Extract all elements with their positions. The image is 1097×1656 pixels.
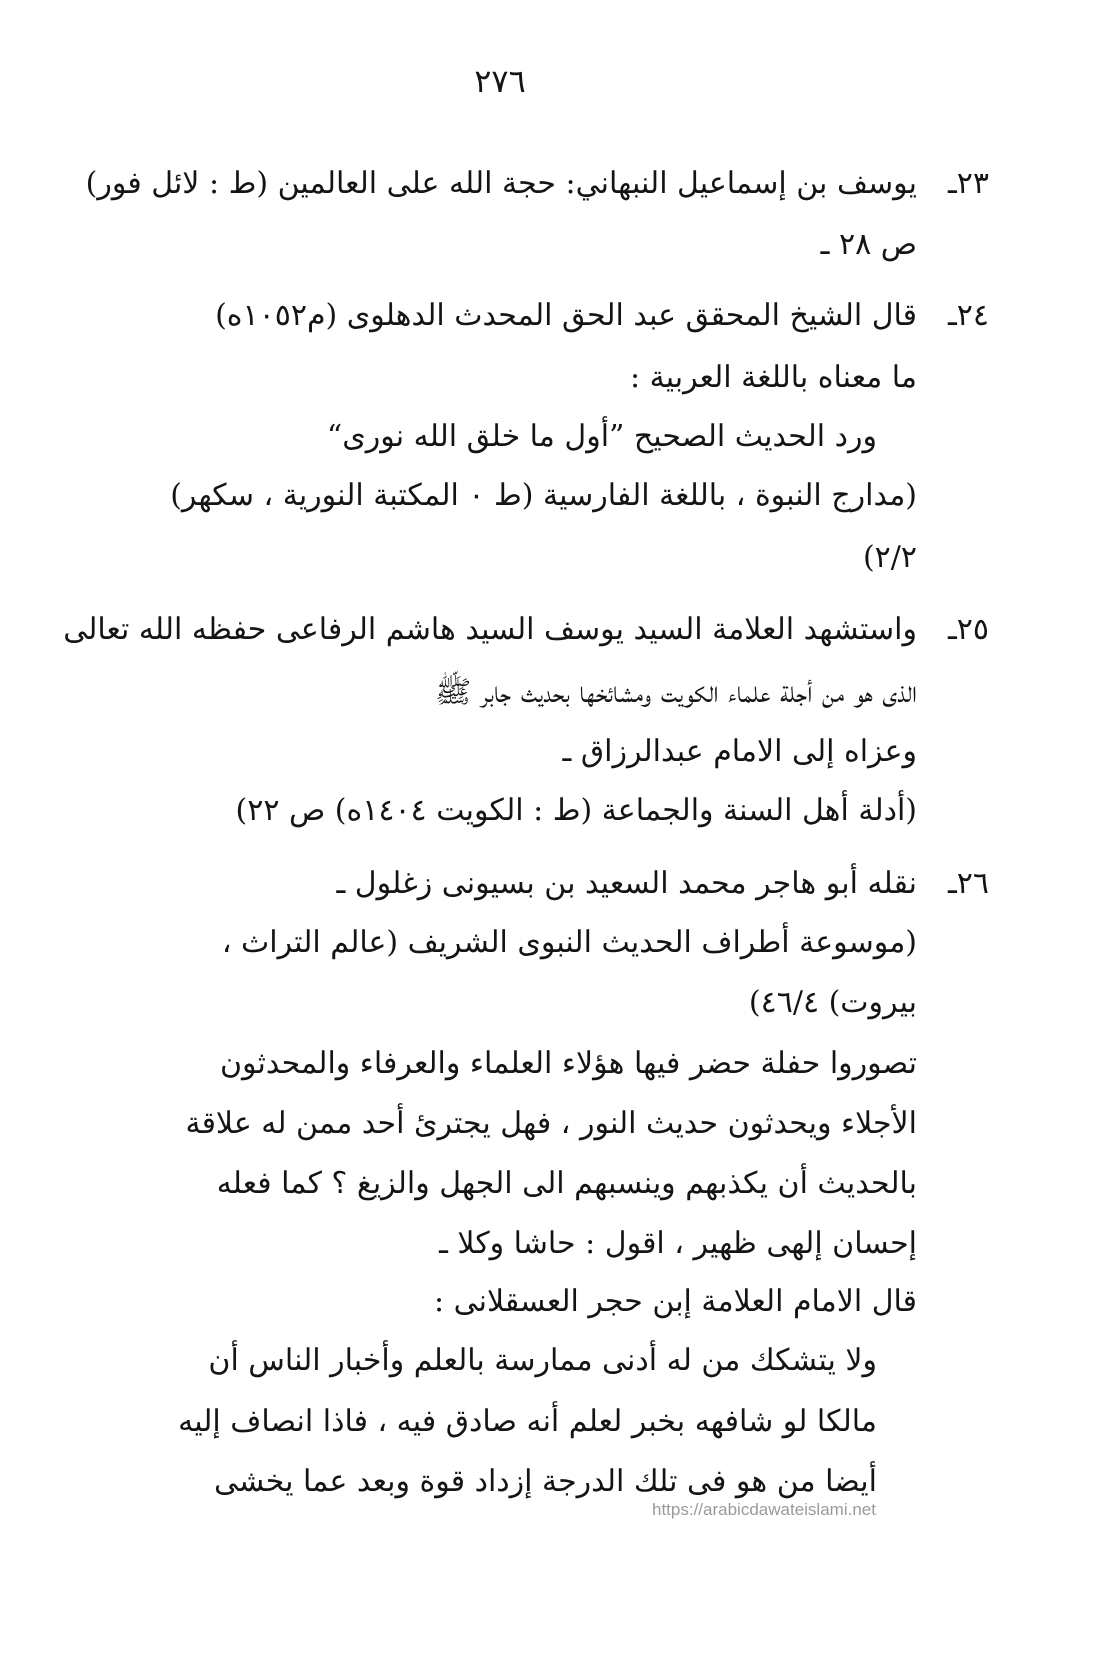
entry-line: يوسف بن إسماعيل النبهاني: حجة الله على العالمين (ط : لائل فور) <box>85 166 917 201</box>
quote-line: أيضا من هو فى تلك الدرجة إزداد قوة وبعد عما يخشى <box>213 1464 877 1499</box>
body-line: تصوروا حفلة حضر فيها هؤلاء العلماء والعرفاء والمحدثون <box>219 1046 917 1081</box>
entry-line: ما معناه باللغة العربية : <box>629 360 917 395</box>
page-number: ٢٧٦ <box>474 62 526 100</box>
entry-line: (أدلة أهل السنة والجماعة (ط : الكويت ١٤٠٤ه) ص ٢٢) <box>235 793 917 828</box>
entry-line: نقله أبو هاجر محمد السعيد بن بسيونى زغلول ـ <box>336 866 917 901</box>
entry-line: ٢/٢) <box>862 540 917 575</box>
entry-number: ٢٣ـ <box>947 166 989 201</box>
entry-number: ٢٦ـ <box>947 866 989 901</box>
entry-line: وعزاه إلى الامام عبدالرزاق ـ <box>562 734 917 769</box>
entry-line: بيروت) ٤٦/٤) <box>748 985 917 1020</box>
hadith-quote: ورد الحديث الصحيح ”أول ما خلق الله نورى“ <box>326 419 877 454</box>
body-line: الأجلاء ويحدثون حديث النور ، فهل يجترئ أحد ممن له علاقة <box>185 1106 917 1141</box>
entry-line: ص ٢٨ ـ <box>820 227 917 262</box>
entry-line: (مدارج النبوة ، باللغة الفارسية (ط ۰ المكتبة النورية ، سكهر) <box>170 478 917 513</box>
body-line: قال الامام العلامة إبن حجر العسقلانى : <box>434 1284 917 1319</box>
entry-line: (موسوعة أطراف الحديث النبوى الشريف (عالم التراث ، <box>221 925 917 960</box>
entry-line: الذى هو من أجلة علماء الكويت ومشائخها بحديث جابر ﷺ <box>434 675 917 710</box>
entry-number: ٢٤ـ <box>947 298 989 333</box>
quote-line: ولا يتشكك من له أدنى ممارسة بالعلم وأخبار الناس أن <box>208 1343 877 1378</box>
body-line: بالحديث أن يكذبهم وينسبهم الى الجهل والزيغ ؟ كما فعله <box>216 1166 917 1201</box>
entry-number: ٢٥ـ <box>947 612 989 647</box>
entry-line: واستشهد العلامة السيد يوسف السيد هاشم الرفاعى حفظه الله تعالى <box>63 612 917 647</box>
watermark: https://arabicdawateislami.net <box>652 1500 876 1519</box>
body-line: إحسان إلهى ظهير ، اقول : حاشا وكلا ـ <box>439 1226 917 1261</box>
quote-line: مالكا لو شافهه بخبر لعلم أنه صادق فيه ، فاذا انصاف إليه <box>178 1404 877 1439</box>
entry-line: قال الشيخ المحقق عبد الحق المحدث الدهلوى (م١٠٥٢ه) <box>215 298 917 333</box>
